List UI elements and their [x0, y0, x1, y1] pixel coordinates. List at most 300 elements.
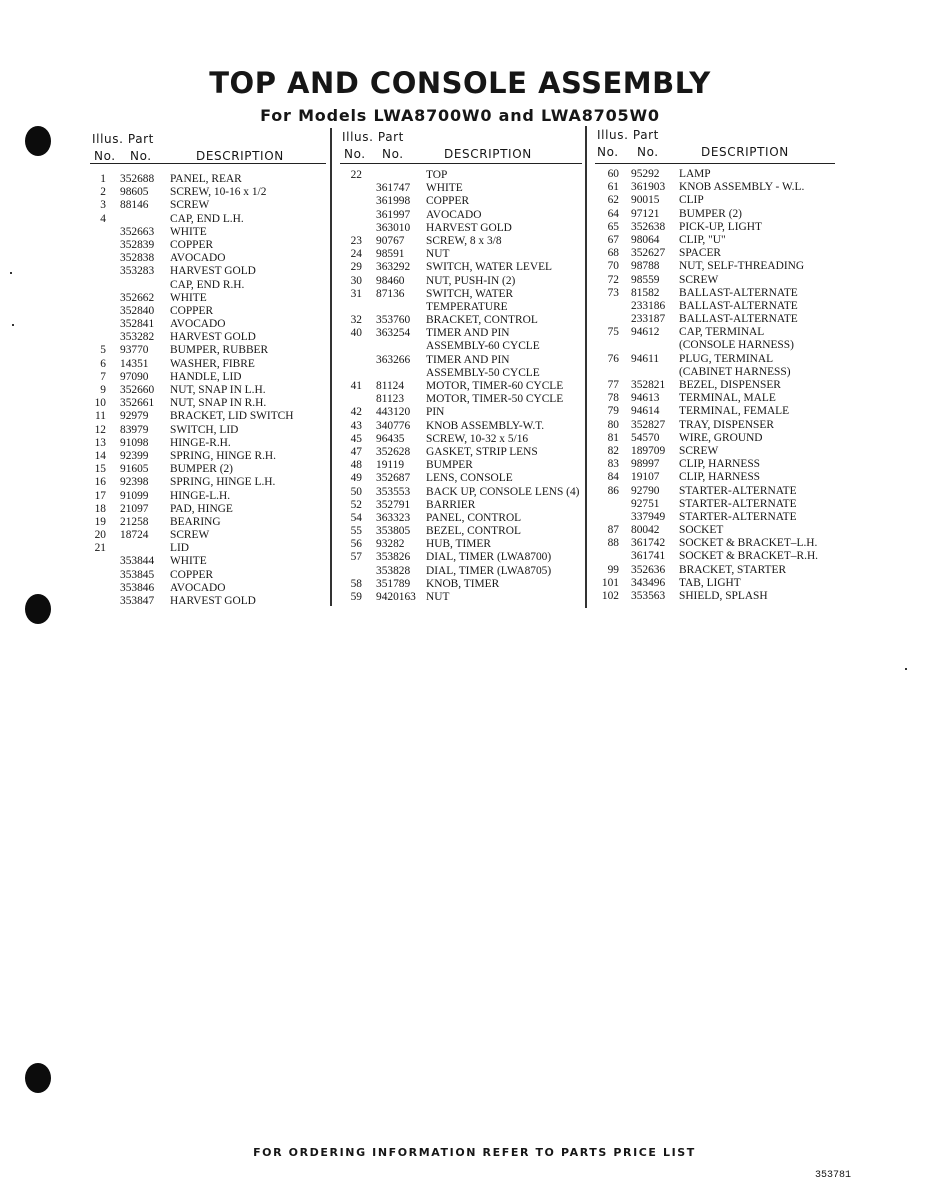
illus-number: 48	[350, 459, 362, 472]
part-description: SOCKET	[679, 524, 724, 537]
part-number: 361903	[631, 181, 666, 194]
part-number: 93770	[120, 344, 149, 357]
illus-number: 10	[94, 397, 106, 410]
illus-number: 77	[607, 379, 619, 391]
part-description: BRACKET, STARTER	[679, 563, 787, 576]
parts-row	[90, 555, 326, 568]
parts-row	[595, 274, 835, 287]
part-description: WHITE	[170, 555, 207, 568]
illus-number: 47	[350, 445, 362, 458]
parts-row	[340, 301, 582, 314]
part-number: 352841	[120, 318, 155, 331]
illus-number: 61	[607, 181, 619, 194]
part-description: SCREW, 8 x 3/8	[426, 234, 502, 247]
part-number: 352821	[631, 379, 666, 391]
parts-row	[340, 354, 582, 367]
part-description: (CABINET HARNESS)	[679, 365, 791, 378]
parts-row	[90, 344, 326, 357]
part-description: TOP	[426, 169, 448, 181]
part-number: 352791	[376, 498, 411, 511]
parts-row	[340, 195, 582, 208]
parts-row	[595, 287, 835, 300]
part-description: PIN	[426, 406, 445, 419]
header-illus-no: No.	[344, 147, 366, 161]
parts-row	[595, 234, 835, 247]
illus-number: 82	[607, 444, 619, 457]
part-description: (CONSOLE HARNESS)	[679, 339, 794, 352]
parts-column-1	[90, 126, 326, 608]
parts-row	[340, 367, 582, 380]
parts-column-3	[595, 126, 835, 608]
parts-row	[595, 577, 835, 590]
part-description: SWITCH, WATER	[426, 287, 514, 300]
part-description: SHIELD, SPLASH	[679, 590, 768, 602]
illus-number: 79	[607, 405, 619, 418]
parts-row	[90, 476, 326, 489]
part-number: 98559	[631, 273, 660, 286]
part-number: 352627	[631, 247, 666, 260]
illus-number: 16	[94, 476, 106, 489]
part-description: BEZEL, DISPENSER	[679, 379, 781, 391]
part-number: 233187	[631, 313, 666, 326]
part-number: 352628	[376, 445, 411, 458]
part-description: STARTER-ALTERNATE	[679, 484, 797, 497]
parts-row	[340, 525, 582, 538]
part-description: BACK UP, CONSOLE LENS (4)	[426, 485, 580, 498]
part-description: SCREW	[170, 199, 210, 212]
header-description: DESCRIPTION	[701, 145, 789, 159]
part-description: WIRE, GROUND	[679, 431, 763, 444]
illus-number: 19	[94, 515, 106, 528]
illus-number: 75	[607, 326, 619, 339]
parts-row	[90, 582, 326, 595]
part-number: 343496	[631, 576, 666, 589]
illus-number: 4	[100, 212, 106, 225]
column-header	[90, 126, 326, 164]
parts-row	[90, 213, 326, 226]
part-number: 353553	[376, 485, 411, 498]
part-number: 98460	[376, 274, 405, 287]
parts-row	[595, 181, 835, 194]
parts-row	[340, 314, 582, 327]
illus-number: 70	[607, 260, 619, 273]
parts-row	[595, 524, 835, 537]
part-description: SPACER	[679, 247, 722, 260]
part-number: 94614	[631, 405, 660, 418]
part-description: COPPER	[170, 304, 214, 317]
illus-number: 40	[350, 327, 362, 340]
parts-row	[595, 419, 835, 432]
illus-number: 87	[607, 524, 619, 537]
parts-row	[340, 538, 582, 551]
parts-row	[340, 380, 582, 393]
part-description: SWITCH, LID	[170, 423, 239, 436]
part-number: 352838	[120, 252, 155, 265]
illus-number: 50	[350, 485, 362, 498]
illus-number: 81	[607, 431, 619, 444]
illus-number: 45	[350, 432, 362, 445]
part-number: 91605	[120, 463, 149, 476]
part-description: STARTER-ALTERNATE	[679, 510, 797, 523]
parts-row	[90, 371, 326, 384]
part-number: 352663	[120, 225, 155, 238]
illus-number: 102	[601, 590, 619, 602]
part-number: 363010	[376, 221, 411, 234]
parts-row	[340, 275, 582, 288]
parts-row	[340, 235, 582, 248]
parts-row	[90, 595, 326, 608]
parts-row	[595, 379, 835, 392]
part-number: 92790	[631, 484, 660, 497]
part-description: NUT, PUSH-IN (2)	[426, 274, 516, 287]
parts-row	[595, 511, 835, 524]
part-description: COPPER	[170, 238, 214, 251]
part-description: NUT, SNAP IN R.H.	[170, 397, 267, 410]
part-description: WHITE	[170, 225, 207, 238]
part-description: PANEL, CONTROL	[426, 511, 522, 524]
part-number: 83979	[120, 423, 149, 436]
parts-row	[595, 247, 835, 260]
part-description: KNOB ASSEMBLY - W.L.	[679, 181, 805, 194]
illus-number: 68	[607, 247, 619, 260]
part-description: MOTOR, TIMER-50 CYCLE	[426, 393, 564, 406]
parts-row	[90, 503, 326, 516]
part-number: 361998	[376, 195, 411, 208]
part-number: 96435	[376, 432, 405, 445]
parts-row	[340, 591, 582, 604]
header-description: DESCRIPTION	[196, 149, 284, 163]
parts-row	[595, 564, 835, 577]
part-description: TRAY, DISPENSER	[679, 418, 774, 431]
part-number: 94613	[631, 392, 660, 405]
part-number: 352839	[120, 238, 155, 251]
part-number: 87136	[376, 287, 405, 300]
part-number: 363323	[376, 511, 411, 524]
part-number: 21258	[120, 515, 149, 528]
illus-number: 57	[350, 551, 362, 564]
part-description: BRACKET, LID SWITCH	[170, 410, 294, 423]
part-description: BEARING	[170, 515, 221, 528]
part-number: 21097	[120, 502, 149, 515]
parts-row	[90, 318, 326, 331]
part-number: 9420163	[376, 591, 416, 603]
part-number: 93282	[376, 538, 405, 551]
part-number: 353845	[120, 568, 155, 581]
part-number: 91099	[120, 489, 149, 502]
scan-speck	[905, 668, 907, 670]
part-description: BALLAST-ALTERNATE	[679, 299, 798, 312]
binder-hole-bottom	[25, 1063, 51, 1093]
illus-number: 58	[350, 577, 362, 590]
part-number: 361747	[376, 182, 411, 195]
illus-number: 83	[607, 458, 619, 471]
parts-row	[340, 499, 582, 512]
column-divider	[585, 126, 587, 608]
part-description: TIMER AND PIN	[426, 327, 510, 340]
parts-row	[595, 194, 835, 207]
parts-row	[595, 392, 835, 405]
parts-row	[595, 405, 835, 418]
part-number: 352638	[631, 220, 666, 233]
part-description: NUT	[426, 591, 450, 603]
part-number: 98997	[631, 458, 660, 471]
part-number: 353846	[120, 581, 155, 594]
illus-number: 67	[607, 233, 619, 246]
scan-speck	[12, 324, 14, 326]
illus-number: 65	[607, 220, 619, 233]
column-header	[595, 126, 835, 164]
illus-number: 101	[601, 576, 619, 589]
illus-number: 49	[350, 472, 362, 485]
parts-row	[340, 446, 582, 459]
header-part-no: No.	[637, 145, 659, 159]
header-illus-part: Illus. Part	[597, 128, 659, 142]
parts-row	[340, 578, 582, 591]
illus-number: 17	[94, 489, 106, 502]
part-description: AVOCADO	[170, 581, 226, 594]
part-number: 90015	[631, 194, 660, 207]
illus-number: 88	[607, 537, 619, 550]
header-illus-no: No.	[94, 149, 116, 163]
part-description: SWITCH, WATER LEVEL	[426, 261, 553, 274]
illus-number: 80	[607, 418, 619, 431]
part-description: SCREW, 10-32 x 5/16	[426, 432, 529, 445]
part-number: 97121	[631, 207, 660, 220]
parts-rows	[340, 169, 582, 604]
parts-row	[90, 490, 326, 503]
part-description: HARVEST GOLD	[170, 331, 256, 344]
part-description: SCREW	[679, 444, 719, 457]
parts-row	[90, 529, 326, 542]
parts-row	[340, 459, 582, 472]
part-description: SPRING, HINGE R.H.	[170, 449, 277, 462]
part-description: TAB, LIGHT	[679, 576, 741, 589]
illus-number: 59	[350, 591, 362, 603]
part-number: 363254	[376, 327, 411, 340]
part-number: 91098	[120, 436, 149, 449]
part-description: LAMP	[679, 168, 711, 180]
part-description: WHITE	[426, 182, 463, 195]
parts-row	[90, 199, 326, 212]
part-description: TIMER AND PIN	[426, 353, 510, 366]
illus-number: 64	[607, 207, 619, 220]
part-number: 353283	[120, 265, 155, 278]
illus-number: 22	[350, 169, 362, 181]
illus-number: 84	[607, 471, 619, 484]
part-number: 363292	[376, 261, 411, 274]
part-number: 92751	[631, 497, 660, 510]
part-description: AVOCADO	[170, 318, 226, 331]
part-number: 337949	[631, 510, 666, 523]
parts-row	[340, 472, 582, 485]
parts-row	[90, 265, 326, 278]
parts-row	[340, 261, 582, 274]
illus-number: 7	[100, 370, 106, 383]
part-description: BEZEL, CONTROL	[426, 525, 521, 538]
illus-number: 6	[100, 357, 106, 370]
part-description: WHITE	[170, 291, 207, 304]
parts-row	[90, 569, 326, 582]
parts-row	[595, 458, 835, 471]
parts-row	[595, 445, 835, 458]
part-description: SCREW	[679, 273, 719, 286]
part-number: 98605	[120, 186, 149, 199]
parts-row	[90, 450, 326, 463]
part-number: 352827	[631, 418, 666, 431]
part-number: 98788	[631, 260, 660, 273]
illus-number: 2	[100, 186, 106, 199]
binder-hole-middle	[25, 594, 51, 624]
part-number: 352660	[120, 384, 155, 396]
part-description: HANDLE, LID	[170, 370, 242, 383]
parts-column-2	[340, 126, 582, 608]
illus-number: 32	[350, 314, 362, 327]
column-divider	[330, 128, 332, 606]
parts-row	[90, 252, 326, 265]
illus-number: 43	[350, 419, 362, 432]
illus-number: 21	[94, 542, 106, 555]
parts-row	[340, 393, 582, 406]
page-subtitle: For Models LWA8700W0 and LWA8705W0	[260, 106, 660, 125]
part-number: 189709	[631, 444, 666, 457]
parts-row	[595, 221, 835, 234]
part-description: SOCKET & BRACKET–L.H.	[679, 537, 818, 550]
ordering-note: FOR ORDERING INFORMATION REFER TO PARTS PRICE LIST	[253, 1146, 696, 1159]
part-description: HINGE-L.H.	[170, 489, 231, 502]
parts-row	[595, 498, 835, 511]
illus-number: 1	[100, 173, 106, 185]
parts-row	[340, 340, 582, 353]
illus-number: 99	[607, 563, 619, 576]
binder-hole-top	[25, 126, 51, 156]
illus-number: 11	[95, 410, 106, 423]
part-description: HINGE-R.H.	[170, 436, 231, 449]
parts-row	[90, 463, 326, 476]
parts-row	[340, 327, 582, 340]
part-number: 94611	[631, 352, 660, 365]
part-number: 443120	[376, 406, 411, 419]
part-description: SOCKET & BRACKET–R.H.	[679, 550, 819, 563]
part-description: BRACKET, CONTROL	[426, 314, 538, 327]
part-number: 98591	[376, 248, 405, 261]
part-description: PAD, HINGE	[170, 502, 233, 515]
part-description: NUT, SNAP IN L.H.	[170, 384, 266, 396]
parts-row	[595, 550, 835, 563]
part-description: TEMPERATURE	[426, 300, 508, 313]
parts-row	[340, 222, 582, 235]
document-number: 353781	[814, 1170, 851, 1181]
illus-number: 14	[94, 449, 106, 462]
part-number: 81582	[631, 286, 660, 299]
part-number: 363266	[376, 353, 411, 366]
illus-number: 29	[350, 261, 362, 274]
parts-row	[595, 353, 835, 366]
parts-row	[340, 551, 582, 564]
parts-rows	[595, 168, 835, 603]
page-title: TOP AND CONSOLE ASSEMBLY	[209, 66, 711, 100]
illus-number: 72	[607, 273, 619, 286]
part-number: 81124	[376, 380, 405, 392]
part-number: 81123	[376, 393, 405, 406]
part-number: 361742	[631, 537, 666, 550]
part-number: 340776	[376, 419, 411, 432]
illus-number: 18	[94, 502, 106, 515]
part-number: 352688	[120, 173, 155, 185]
part-description: KNOB ASSEMBLY-W.T.	[426, 419, 545, 432]
part-number: 98064	[631, 233, 660, 246]
part-description: LENS, CONSOLE	[426, 472, 513, 485]
parts-row	[90, 516, 326, 529]
part-description: COPPER	[170, 568, 214, 581]
part-description: BUMPER (2)	[679, 207, 742, 220]
part-number: 353805	[376, 525, 411, 538]
parts-row	[90, 331, 326, 344]
part-description: NUT, SELF-THREADING	[679, 260, 805, 273]
part-number: 94612	[631, 326, 660, 339]
illus-number: 73	[607, 286, 619, 299]
part-number: 90767	[376, 234, 405, 247]
parts-row	[595, 260, 835, 273]
scan-speck	[10, 272, 12, 274]
part-description: CLIP, HARNESS	[679, 458, 761, 471]
part-number: 80042	[631, 524, 660, 537]
part-description: CLIP	[679, 194, 704, 207]
illus-number: 23	[350, 234, 362, 247]
part-description: STARTER-ALTERNATE	[679, 497, 797, 510]
part-description: WASHER, FIBRE	[170, 357, 255, 370]
part-number: 361741	[631, 550, 666, 563]
part-number: 92398	[120, 476, 149, 489]
part-description: BUMPER (2)	[170, 463, 233, 476]
part-number: 352662	[120, 291, 155, 304]
parts-row	[340, 433, 582, 446]
part-description: CLIP, HARNESS	[679, 471, 761, 484]
part-description: KNOB, TIMER	[426, 577, 500, 590]
part-number: 353760	[376, 314, 411, 327]
part-description: TERMINAL, FEMALE	[679, 405, 790, 418]
illus-number: 31	[350, 287, 362, 300]
parts-row	[90, 239, 326, 252]
parts-row	[595, 590, 835, 603]
part-description: SPRING, HINGE L.H.	[170, 476, 276, 489]
illus-number: 15	[94, 463, 106, 476]
parts-row	[90, 305, 326, 318]
parts-row	[340, 209, 582, 222]
part-number: 233186	[631, 299, 666, 312]
part-number: 352636	[631, 563, 666, 576]
part-number: 353563	[631, 590, 666, 602]
illus-number: 78	[607, 392, 619, 405]
parts-row	[90, 279, 326, 292]
illus-number: 54	[350, 511, 362, 524]
part-description: SCREW, 10-16 x 1/2	[170, 186, 267, 199]
part-description: DIAL, TIMER (LWA8705)	[426, 564, 552, 577]
header-illus-part: Illus. Part	[342, 130, 404, 144]
parts-row	[595, 339, 835, 352]
part-description: PICK-UP, LIGHT	[679, 220, 762, 233]
part-number: 92399	[120, 449, 149, 462]
parts-row	[595, 208, 835, 221]
illus-number: 76	[607, 352, 619, 365]
part-number: 353282	[120, 331, 155, 344]
header-part-no: No.	[382, 147, 404, 161]
illus-number: 3	[100, 199, 106, 212]
part-number: 95292	[631, 168, 660, 180]
header-part-no: No.	[130, 149, 152, 163]
part-number: 353844	[120, 555, 155, 568]
illus-number: 24	[350, 248, 362, 261]
part-description: BUMPER	[426, 459, 473, 472]
